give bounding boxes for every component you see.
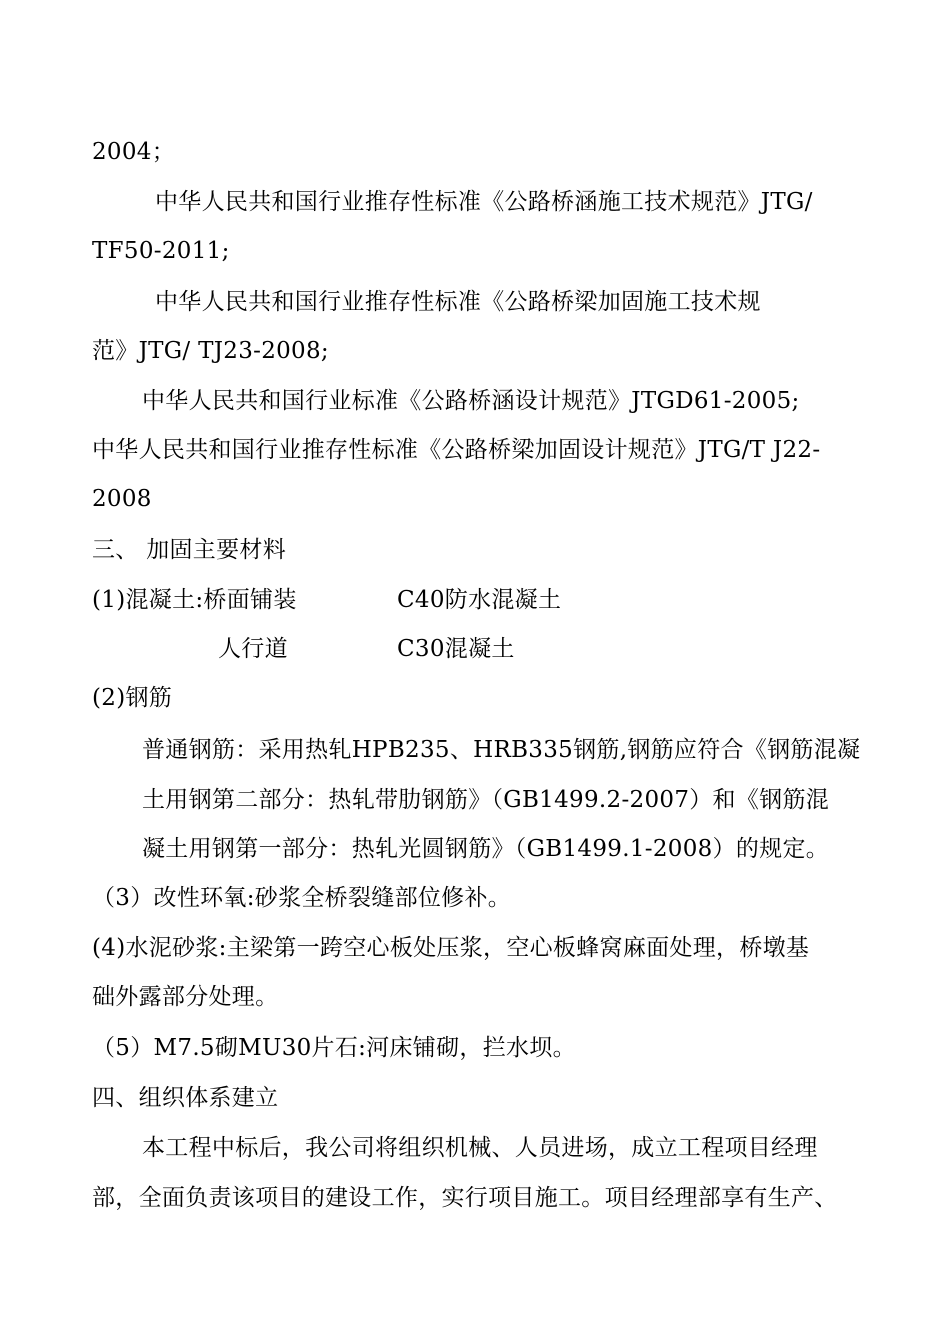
- material-label: 人行道: [218, 636, 288, 662]
- material-value: C40防水混凝土: [397, 587, 562, 613]
- material-label: (1)混凝土:桥面铺装: [92, 587, 297, 613]
- section-heading: 三、 加固主要材料: [92, 537, 287, 563]
- text-line: 中华人民共和国行业推存性标准《公路桥梁加固施工技术规: [155, 289, 761, 315]
- text-line: 土用钢第二部分：热轧带肋钢筋》（GB1499.2-2007）和《钢筋混: [142, 787, 830, 813]
- text-line: TF50-2011;: [92, 238, 230, 264]
- text-line: 部，全面负责该项目的建设工作，实行项目施工。项目经理部享有生产、: [92, 1185, 838, 1211]
- text-line: 2004；: [92, 139, 176, 165]
- material-value: C30混凝土: [397, 636, 515, 662]
- text-line: 础外露部分处理。: [92, 984, 279, 1010]
- text-line: （5）M7.5砌MU30片石:河床铺砌，拦水坝。: [92, 1035, 576, 1061]
- text-line: （3）改性环氧:砂浆全桥裂缝部位修补。: [92, 885, 512, 911]
- section-heading: 四、组织体系建立: [92, 1085, 279, 1111]
- text-line: (2)钢筋: [92, 685, 173, 711]
- text-line: 范》JTG/ TJ23-2008;: [92, 338, 329, 364]
- material-row: [0, 582, 950, 618]
- material-row: [0, 631, 950, 667]
- text-line: (4)水泥砂浆:主梁第一跨空心板处压浆，空心板蜂窝麻面处理，桥墩基: [92, 935, 810, 961]
- text-line: 凝土用钢第一部分：热轧光圆钢筋》（GB1499.1-2008）的规定。: [142, 836, 830, 862]
- text-line: 中华人民共和国行业推存性标准《公路桥涵施工技术规范》JTG/: [155, 189, 813, 215]
- text-line: 普通钢筋：采用热轧HPB235、HRB335钢筋,钢筋应符合《钢筋混凝: [142, 737, 861, 763]
- text-line: 本工程中标后，我公司将组织机械、人员进场，成立工程项目经理: [142, 1135, 818, 1161]
- text-line: 2008: [92, 486, 152, 512]
- text-line: 中华人民共和国行业推存性标准《公路桥梁加固设计规范》JTG/T J22-: [92, 437, 821, 463]
- text-line: 中华人民共和国行业标准《公路桥涵设计规范》JTGD61-2005;: [142, 388, 800, 414]
